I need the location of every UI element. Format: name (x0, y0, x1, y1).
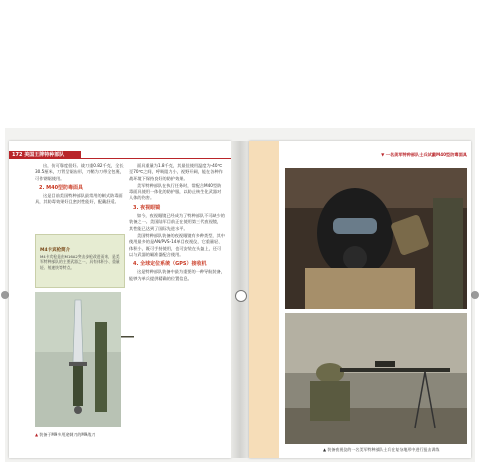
sidebox-m4 (35, 234, 125, 288)
next-page-dot-icon[interactable] (471, 291, 479, 299)
gas-mask-soldier-illustration-icon (285, 168, 467, 309)
gutter-circle-dot-icon[interactable] (235, 290, 247, 302)
col2-sec4-paragraph: 这是特种部队装备中最为重要的一种导航装备，能够为单兵提供精确的位置信息。 (129, 269, 225, 281)
col1-paragraph: 出，仿可靠度很好。战刀重0.82千克，全长30.5厘米，刀背呈锯齿形，刀鞘为刀带全包裹，可作钢锯使用。 (35, 163, 124, 181)
knife-photo (35, 292, 121, 427)
col2-sec3-paragraph-2: 美国特种部队装备的夜视眼镜有多种类型，其中使用最多的是AN/PVS-14单目夜视仪，它重量轻、体积小，既可手持使用，也可安装在头盔上，还可以与武器的瞄准器配合使用。 (129, 232, 225, 257)
gas-mask-soldier-photo (285, 168, 467, 309)
sidebox-body: M4卡宾枪是由M16A2突击步枪改进而来，是美军特种部队的主要武器之一，具有体积小、重量轻、射速快等特点。 (40, 254, 120, 270)
right-running-head: ▼ 一名美军特种部队士兵试戴M40型防毒面具 (381, 152, 467, 157)
left-page (9, 141, 231, 458)
section-2-title: 2. M40型防毒面具 (39, 184, 84, 191)
left-column-2 (129, 163, 225, 283)
running-head-rule (81, 158, 231, 159)
left-column-1 (35, 163, 125, 207)
sniper-training-photo (285, 313, 467, 444)
knife-illustration-icon (35, 292, 121, 427)
page-number: 172 (12, 152, 23, 158)
left-running-head (9, 151, 231, 159)
caption-text: 装备于M9多用途刺刀的M9战刀 (39, 432, 96, 437)
right-photo-caption: ▲ 装备夜视仪的一名美军特种部队士兵在复杂地形中进行狙击训练 (323, 447, 440, 452)
top-blank-area (0, 0, 480, 128)
page-number-and-title (12, 151, 64, 159)
section-4-title: 4. 全球定位系统（GPS）接收机 (133, 261, 207, 268)
section-3-title: 3. 夜视眼镜 (133, 204, 161, 211)
sidebox-title: M4卡宾枪简介 (40, 248, 71, 253)
col1-sec2-paragraph: 这是目前美国特种部队最常用的制式防毒面具，其防毒效果好且密封性能好，配戴舒适。 (35, 193, 123, 205)
col2-sec3-paragraph-1: 如今，夜视眼镜已经成为了特种部队不可缺少的装备之一。美国陆军目前正在使用第三代夜视镜，其性能已达到了国际先进水平。 (129, 213, 225, 231)
running-head-title: 美国王牌特种部队 (24, 152, 65, 158)
left-photo-caption (35, 432, 131, 437)
sniper-training-illustration-icon (285, 313, 467, 444)
caption-triangle-icon: ▲ (35, 432, 39, 437)
col2-paragraph-1: 面具重量为1.8千克，其最佳使用温度为-40℃至70℃之间，呼吸阻力小，视野开阔，能在各种作战环境下保持良好的防护效果。 (129, 163, 223, 181)
right-page-margin-band (249, 141, 279, 458)
col2-paragraph-2: 美军特种部队在执行任务时，常配合M40型防毒面具使用一体化的防护服，以防止核生化武器对人体的伤害。 (129, 182, 222, 201)
prev-page-dot-icon[interactable] (1, 291, 9, 299)
right-page (249, 141, 471, 458)
